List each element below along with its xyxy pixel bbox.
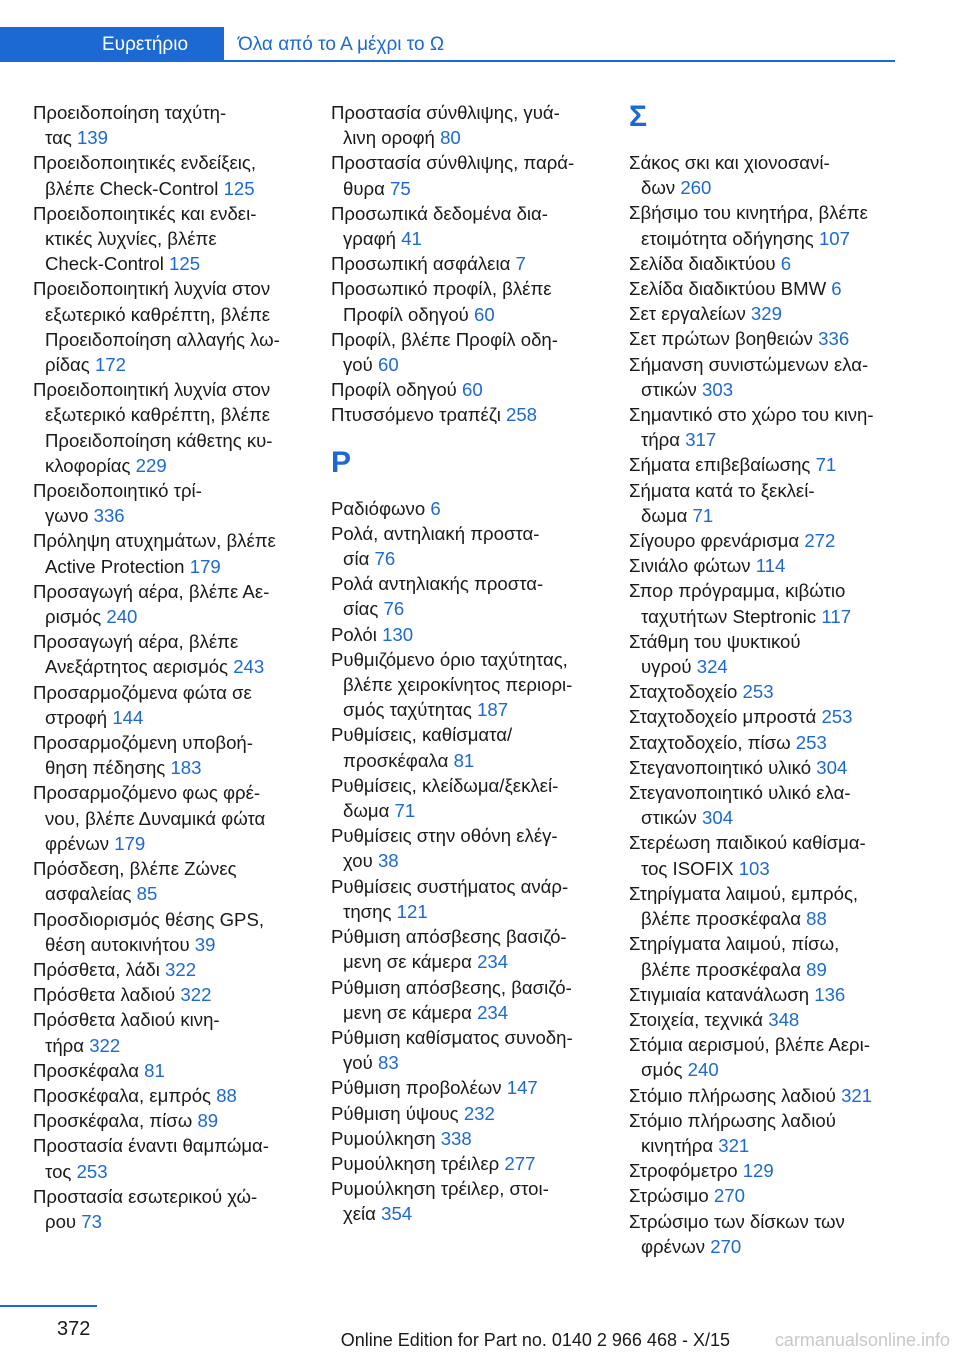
index-entry [629, 881, 901, 931]
index-entry-page-link[interactable]: 41 [401, 228, 422, 250]
index-entry [33, 1133, 305, 1183]
index-entry [33, 1184, 305, 1234]
index-entry-term: Ρυμούλκηση [331, 1127, 436, 1149]
index-entry [331, 823, 603, 873]
index-entry-term: Στιγμιαία κατανάλωση [629, 983, 810, 1005]
index-entry [33, 856, 305, 906]
index-entry-term: Προσαρμοζόμενη υποβοή- θηση πέδησης [33, 732, 253, 779]
index-entry [33, 478, 305, 528]
index-entry-term: Ρολά, αντηλιακή προστα- σία [331, 522, 540, 570]
index-entry-page-link[interactable]: 114 [755, 555, 786, 577]
index-entry-page-link[interactable]: 60 [377, 354, 399, 376]
index-entry-page-link[interactable]: 322 [180, 984, 212, 1006]
index-entry-page-link[interactable]: 71 [394, 800, 416, 822]
index-entry-term: Ρυθμίσεις, κλείδωμα/ξεκλεί- δωμα [331, 774, 559, 822]
index-entry-page-link[interactable]: 130 [382, 623, 414, 645]
index-entry-term: Στρώσιμο [629, 1185, 709, 1207]
index-entry-page-link[interactable]: 270 [713, 1185, 745, 1207]
index-entry-page-link[interactable]: 6 [780, 252, 792, 274]
index-entry-page-link[interactable]: 7 [515, 253, 526, 275]
index-entry-page-link[interactable]: 322 [165, 958, 197, 980]
index-entry-term: Προειδοποιητική λυχνία στον εξωτερικό καθρέπτη, βλέπε Προειδοποίηση αλλαγής λω- ρίδας [33, 278, 280, 376]
index-entry-page-link[interactable]: 129 [742, 1160, 774, 1182]
index-entry [331, 327, 603, 377]
page-number-rule [0, 1305, 97, 1307]
index-entry-term: Σπορ πρόγραμμα, κιβώτιο ταχυτήτων Steptronic [629, 580, 846, 627]
index-entry [33, 1108, 305, 1133]
index-entry-term: Σάκος σκι και χιονοσανί- δων [629, 152, 830, 199]
index-entry [629, 679, 901, 704]
index-entry-page-link[interactable]: 277 [504, 1152, 536, 1174]
index-entry [629, 150, 901, 200]
index-entry [331, 150, 603, 200]
index-entry [33, 201, 305, 277]
index-entry-page-link[interactable]: 253 [795, 731, 827, 753]
index-entry-page-link[interactable]: 321 [718, 1134, 750, 1156]
index-entry-page-link[interactable]: 6 [430, 497, 441, 519]
index-entry-page-link[interactable]: 139 [76, 127, 108, 149]
index-entry-page-link[interactable]: 88 [806, 908, 827, 930]
index-entry [331, 251, 603, 276]
index-entry-term: Προστασία έναντι θαμπώμα- τος [33, 1135, 269, 1182]
index-entry-page-link[interactable]: 303 [702, 378, 734, 400]
index-entry-term: Στεγανοποιητικό υλικό [629, 756, 812, 778]
index-entry-page-link[interactable]: 144 [112, 706, 144, 728]
index-entry [331, 1151, 603, 1176]
index-entry-term: Προσδιορισμός θέσης GPS, θέση αυτοκινήτου [33, 908, 265, 955]
index-entry [33, 629, 305, 679]
section-letter: Ρ [331, 445, 352, 479]
index-entry [629, 301, 901, 326]
index-entry-page-link[interactable]: 183 [170, 757, 202, 779]
index-entry-term: Ρύθμιση προβολέων [331, 1077, 502, 1099]
index-entry-page-link[interactable]: 38 [377, 850, 399, 872]
index-entry [629, 528, 901, 553]
index-entry [331, 276, 603, 326]
index-entry [331, 1126, 603, 1151]
index-entry-page-link[interactable]: 71 [692, 504, 714, 526]
index-entry-page-link[interactable]: 270 [710, 1235, 742, 1257]
index-entry-page-link[interactable]: 336 [818, 328, 850, 350]
index-entry-term: Στόμια αερισμού, βλέπε Αερι- σμός [629, 1034, 870, 1081]
index-entry-term: Προειδοποιητική λυχνία στον εξωτερικό καθρέπτη, βλέπε Προειδοποίηση κάθετης κυ- κλοφορίας [33, 379, 273, 476]
index-entry-term: Πρόσθετα λαδιού [33, 984, 176, 1006]
index-entry [33, 1058, 305, 1083]
index-entry-term: Ρολόι [331, 623, 377, 645]
index-entry-page-link[interactable]: 354 [381, 1203, 413, 1225]
index-entry-page-link[interactable]: 179 [114, 832, 146, 854]
index-entry-page-link[interactable]: 243 [233, 656, 265, 678]
index-entry-term: Σταχτοδοχείο [629, 681, 738, 703]
page-number: 372 [57, 1318, 91, 1340]
index-entry-term: Προειδοποιητικό τρί- γωνο [33, 480, 202, 527]
index-entry-term: Ρυθμιζόμενο όριο ταχύτητας, βλέπε χειροκίνητος περιορι- σμός ταχύτητας [331, 648, 573, 721]
index-entry-term: Προσωπική ασφάλεια [331, 253, 511, 275]
index-entry [331, 874, 603, 924]
index-entry-page-link[interactable]: 75 [390, 177, 411, 199]
index-entry-page-link[interactable]: 229 [135, 454, 167, 476]
index-entry [331, 924, 603, 974]
index-entry-page-link[interactable]: 85 [136, 883, 158, 905]
index-entry-term: Σβήσιμο του κινητήρα, βλέπε ετοιμότητα οδήγησης [629, 202, 868, 249]
index-entry-page-link[interactable]: 272 [804, 530, 836, 552]
index-entry-page-link[interactable]: 348 [768, 1008, 800, 1030]
index-entry-page-link[interactable]: 60 [474, 303, 495, 325]
index-entry [629, 200, 901, 250]
index-entry [331, 622, 603, 647]
index-entry-term: Προσκέφαλα, εμπρός [33, 1084, 212, 1106]
index-entry-term: Πτυσσόμενο τραπέζι [331, 404, 501, 426]
index-entry [331, 647, 603, 723]
index-entry-page-link[interactable]: 304 [702, 807, 734, 829]
index-entry [33, 957, 305, 982]
index-entry-page-link[interactable]: 103 [738, 857, 770, 879]
index-entry-term: Προσαρμοζόμενα φώτα σε στροφή [33, 681, 252, 728]
index-entry [331, 402, 603, 427]
index-entry [629, 276, 901, 301]
index-entry-term: Προσωπικά δεδομένα δια- γραφή [331, 202, 548, 250]
index-entry-page-link[interactable]: 187 [477, 699, 509, 721]
index-entry [629, 982, 901, 1007]
index-entry [629, 452, 901, 477]
index-entry [33, 579, 305, 629]
index-entry-page-link[interactable]: 304 [816, 756, 848, 778]
index-entry-term: Προειδοποιητικές ενδείξεις, βλέπε Check-Control [33, 152, 256, 199]
index-entry [331, 975, 603, 1025]
index-entry-page-link[interactable]: 179 [189, 555, 221, 577]
index-column-3 [629, 100, 901, 1259]
index-entry-term: Σετ πρώτων βοηθειών [629, 328, 813, 350]
index-entry-term: Σελίδα διαδικτύου BMW [629, 278, 827, 300]
index-entry [629, 931, 901, 981]
index-entry-term: Ρύθμιση απόσβεσης βασιζό- μενη σε κάμερα [331, 926, 567, 973]
watermark: carmanualsonline.info [774, 1330, 950, 1350]
index-entry-term: Στερέωση παιδικού καθίσμα- τος ISOFIX [629, 832, 866, 879]
index-column-2 [331, 100, 603, 1227]
index-entry [629, 704, 901, 729]
index-entry-term: Προειδοποίηση ταχύτη- τας [33, 102, 227, 149]
index-entry-page-link[interactable]: 89 [806, 958, 827, 980]
index-entry-page-link[interactable]: 125 [223, 177, 255, 199]
index-entry-term: Ρυμούλκηση τρέιλερ [331, 1152, 500, 1174]
index-entry [629, 780, 901, 830]
index-entry-page-link[interactable]: 321 [841, 1084, 873, 1106]
index-entry-page-link[interactable]: 80 [440, 127, 461, 149]
index-entry-page-link[interactable]: 253 [742, 681, 774, 703]
index-entry-page-link[interactable]: 260 [680, 177, 712, 199]
index-entry-page-link[interactable]: 88 [216, 1084, 237, 1106]
index-entry-term: Σίγουρο φρενάρισμα [629, 530, 800, 552]
index-entry-page-link[interactable]: 71 [815, 454, 837, 476]
index-entry-page-link[interactable]: 258 [506, 404, 538, 426]
index-entry [331, 1025, 603, 1075]
index-entry [331, 571, 603, 621]
index-entry [331, 201, 603, 251]
index-entry-term: Πρόληψη ατυχημάτων, βλέπε Active Protection [33, 530, 276, 577]
index-entry-page-link[interactable]: 253 [76, 1160, 108, 1182]
index-entry-term: Σετ εργαλείων [629, 303, 746, 325]
index-entry [33, 100, 305, 150]
index-entry [331, 377, 603, 402]
index-entry-page-link[interactable]: 107 [818, 227, 850, 249]
index-entry-term: Σταχτοδοχείο, πίσω [629, 731, 791, 753]
index-entry-page-link[interactable]: 172 [94, 354, 126, 376]
index-entry [331, 100, 603, 150]
tab-a-to-z[interactable]: Όλα από το Α μέχρι το Ω [224, 27, 895, 62]
index-entry [629, 478, 901, 528]
index-entry-term: Πρόσθετα, λάδι [33, 958, 160, 980]
index-entry [629, 326, 901, 351]
index-entry [629, 1007, 901, 1032]
index-entry-page-link[interactable]: 39 [194, 933, 216, 955]
index-entry-term: Σινιάλο φώτων [629, 555, 751, 577]
edition-footer: Online Edition for Part no. 0140 2 966 468 - X/15 [340, 1330, 730, 1350]
index-entry [629, 578, 901, 628]
index-entry [33, 907, 305, 957]
index-entry [629, 352, 901, 402]
index-entry-term: Ρυθμίσεις στην οθόνη ελέγ- χου [331, 825, 558, 872]
index-entry-term: Ραδιόφωνο [331, 497, 426, 519]
index-entry-page-link[interactable]: 60 [462, 379, 483, 401]
index-entry-term: Προφίλ, βλέπε Προφίλ οδη- γού [331, 328, 558, 376]
index-entry-page-link[interactable]: 234 [477, 951, 509, 973]
index-entry-term: Ρυθμίσεις, καθίσματα/ προσκέφαλα [331, 724, 513, 771]
index-entry-page-link[interactable]: 317 [685, 429, 717, 451]
index-entry-term: Ρύθμιση καθίσματος συνοδη- γού [331, 1026, 573, 1074]
index-entry-term: Προστασία εσωτερικού χώ- ρου [33, 1185, 258, 1232]
header-tabs [0, 27, 895, 62]
index-entry [629, 1183, 901, 1208]
index-entry [33, 680, 305, 730]
index-entry-term: Στεγανοποιητικό υλικό ελα- στικών [629, 782, 851, 829]
index-entry [33, 377, 305, 478]
index-entry-term: Σταχτοδοχείο μπροστά [629, 706, 817, 728]
index-entry-term: Προσαρμοζόμενο φως φρέ- νου, βλέπε Δυναμικά φώτα φρένων [33, 782, 266, 854]
index-entry-term: Ρυμούλκηση τρέιλερ, στοι- χεία [331, 1178, 549, 1225]
index-entry [629, 1209, 901, 1259]
index-entry-page-link[interactable]: 322 [89, 1034, 121, 1056]
index-entry-term: Στόμιο πλήρωσης λαδιού [629, 1084, 836, 1106]
index-entry [629, 629, 901, 679]
index-entry-term: Στηρίγματα λαιμού, πίσω, βλέπε προσκέφαλα [629, 933, 840, 980]
index-entry [629, 402, 901, 452]
index-entry-term: Στηρίγματα λαιμού, εμπρός, βλέπε προσκέφαλα [629, 882, 859, 930]
index-entry-page-link[interactable]: 136 [814, 983, 846, 1005]
index-entry [33, 1007, 305, 1057]
index-entry [331, 1101, 603, 1126]
index-entry-term: Προστασία σύνθλιψης, παρά- θυρα [331, 152, 575, 199]
index-entry [33, 276, 305, 377]
index-entry-page-link[interactable]: 329 [750, 303, 782, 325]
index-entry [331, 773, 603, 823]
index-entry-term: Προσκέφαλα [33, 1059, 139, 1081]
index-entry [629, 1158, 901, 1183]
index-entry-term: Προσαγωγή αέρα, βλέπε Αε- ρισμός [33, 580, 270, 628]
index-entry [629, 251, 901, 276]
index-entry-page-link[interactable]: 240 [687, 1059, 719, 1081]
index-entry-page-link[interactable]: 121 [396, 900, 428, 922]
index-entry-term: Πρόσθετα λαδιού κινη- τήρα [33, 1009, 220, 1056]
index-entry-term: Προσκέφαλα, πίσω [33, 1110, 193, 1132]
index-entry [331, 496, 603, 521]
index-entry-page-link[interactable]: 81 [453, 749, 475, 771]
index-entry-term: Στόμιο πλήρωσης λαδιού κινητήρα [629, 1109, 836, 1156]
index-entry [629, 830, 901, 880]
index-entry [629, 553, 901, 578]
index-entry-page-link[interactable]: 234 [477, 1001, 509, 1023]
index-entry-term: Σημαντικό στο χώρο του κινη- τήρα [629, 404, 874, 451]
index-entry-term: Προστασία σύνθλιψης, γυά- λινη οροφή [331, 102, 560, 149]
index-entry [629, 755, 901, 780]
index-entry-term: Προσαγωγή αέρα, βλέπε Ανεξάρτητος αερισμός [33, 631, 239, 678]
index-entry-page-link[interactable]: 89 [197, 1110, 219, 1132]
index-entry [629, 1083, 901, 1108]
index-entry-term: Ρυθμίσεις συστήματος ανάρ- τησης [331, 875, 569, 922]
index-entry [33, 780, 305, 856]
index-entry [331, 1075, 603, 1100]
index-entry [33, 528, 305, 578]
index-entry [629, 730, 901, 755]
index-entry [331, 722, 603, 772]
index-entry [33, 1083, 305, 1108]
index-entry-term: Σήματα κατά το ξεκλεί- δωμα [629, 479, 815, 526]
index-entry [33, 730, 305, 780]
index-entry-term: Σήματα επιβεβαίωσης [629, 454, 811, 476]
index-entry-page-link[interactable]: 336 [93, 505, 125, 527]
index-entry-page-link[interactable]: 324 [696, 656, 728, 678]
index-entry-page-link[interactable]: 81 [144, 1059, 165, 1081]
index-entry-page-link[interactable]: 6 [831, 278, 842, 300]
index-entry-page-link[interactable]: 147 [506, 1077, 538, 1099]
section-letter: Σ [629, 100, 648, 133]
index-entry-term: Στρώσιμο των δίσκων των φρένων [629, 1210, 845, 1257]
index-column-1 [33, 100, 305, 1234]
index-entry-term: Στάθμη του ψυκτικού υγρού [629, 630, 801, 678]
index-entry-term: Προσωπικό προφίλ, βλέπε Προφίλ οδηγού [331, 278, 552, 325]
index-entry [331, 1176, 603, 1226]
index-entry-page-link[interactable]: 240 [106, 606, 138, 628]
index-entry-page-link[interactable]: 253 [821, 706, 853, 728]
tab-index[interactable]: Ευρετήριο [0, 27, 224, 62]
index-entry-page-link[interactable]: 338 [440, 1127, 472, 1149]
index-entry-term: Προειδοποιητικές και ενδει- κτικές λυχνίες, βλέπε Check-Control [33, 202, 257, 275]
index-entry-term: Ρολά αντηλιακής προστα- σίας [331, 573, 544, 620]
index-entry-page-link[interactable]: 232 [463, 1102, 495, 1124]
index-entry-page-link[interactable]: 76 [374, 548, 396, 570]
index-entry-term: Στροφόμετρο [629, 1160, 738, 1182]
index-entry-term: Σήμανση συνιστώμενων ελα- στικών [629, 353, 869, 400]
index-entry-page-link[interactable]: 117 [821, 605, 852, 627]
index-entry [33, 150, 305, 200]
index-entry-term: Ρύθμιση ύψους [331, 1102, 459, 1124]
index-entry-page-link[interactable]: 76 [383, 598, 405, 620]
index-entry-term: Προφίλ οδηγού [331, 379, 457, 401]
index-entry [33, 982, 305, 1007]
index-entry-page-link[interactable]: 125 [169, 253, 201, 275]
index-entry-term: Πρόσδεση, βλέπε Ζώνες ασφαλείας [33, 858, 237, 905]
index-entry-term: Στοιχεία, τεχνικά [629, 1008, 764, 1030]
index-entry [331, 521, 603, 571]
index-entry-page-link[interactable]: 73 [81, 1210, 102, 1232]
index-entry-term: Ρύθμιση απόσβεσης, βασιζό- μενη σε κάμερα [331, 976, 572, 1023]
index-entry [629, 1108, 901, 1158]
index-entry-term: Σελίδα διαδικτύου [629, 252, 776, 274]
index-entry [629, 1032, 901, 1082]
index-entry-page-link[interactable]: 83 [377, 1052, 399, 1074]
